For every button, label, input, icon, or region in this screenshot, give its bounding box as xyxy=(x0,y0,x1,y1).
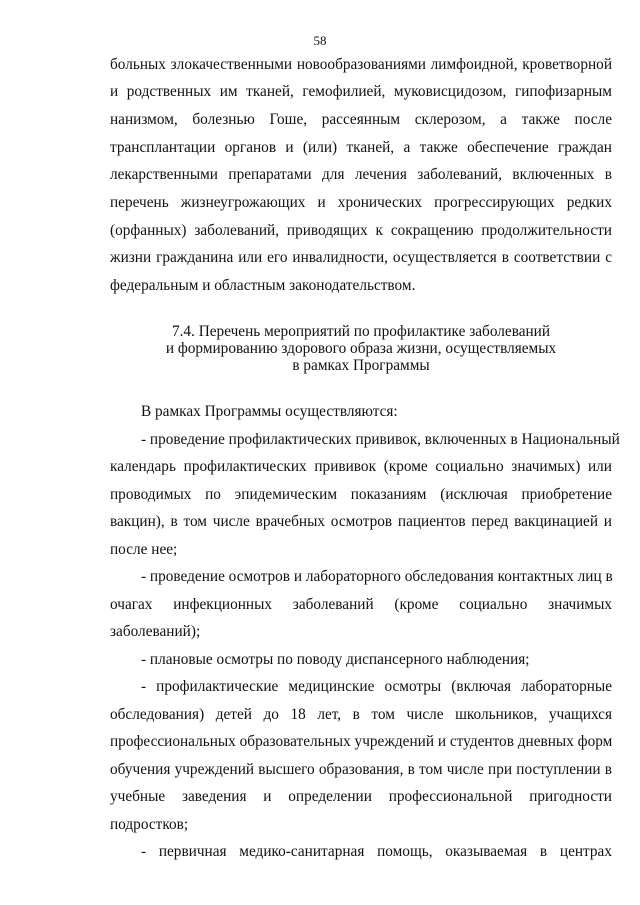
list-item-line: заболеваний); xyxy=(110,623,201,640)
body-line: и родственных им тканей, гемофилией, муковисцидозом, гипофизарным xyxy=(110,83,612,100)
list-item-line: после нее; xyxy=(110,541,178,558)
body-line: (орфанных) заболеваний, приводящих к сокращению продолжительности xyxy=(110,222,612,239)
list-item-line: учебные заведения и определении профессиональной пригодности xyxy=(110,788,612,805)
list-item-line: профессиональных образовательных учреждений и студентов дневных форм xyxy=(110,733,613,750)
list-item-line: - плановые осмотры по поводу диспансерного наблюдения; xyxy=(141,651,530,668)
section-heading-line: в рамках Программы xyxy=(292,357,430,374)
list-item-line: обследования) детей до 18 лет, в том числе школьников, учащихся xyxy=(110,706,612,723)
section-heading-line: и формированию здорового образа жизни, осуществляемых xyxy=(165,340,557,357)
list-item-line: обучения учреждений высшего образования, в том числе при поступлении в xyxy=(110,761,612,778)
intro-line: В рамках Программы осуществляются: xyxy=(141,403,398,420)
section-heading-line: 7.4. Перечень мероприятий по профилактике заболеваний xyxy=(171,323,551,340)
list-item-line: проводимых по эпидемическим показаниям (исключая приобретение xyxy=(110,486,612,503)
list-item-line: - проведение профилактических прививок, включенных в Национальный xyxy=(141,431,620,448)
list-item-line: - профилактические медицинские осмотры (включая лабораторные xyxy=(141,678,612,695)
list-item-line: очагах инфекционных заболеваний (кроме социально значимых xyxy=(110,596,612,613)
body-line: больных злокачественными новообразованиями лимфоидной, кроветворной xyxy=(110,56,612,73)
page-number: 58 xyxy=(313,33,327,48)
body-line: нанизмом, болезнью Гоше, рассеянным склерозом, а также после xyxy=(110,111,612,128)
body-line: лекарственными препаратами для лечения заболеваний, включенных в xyxy=(110,166,612,183)
body-line: федеральным и областным законодательством. xyxy=(110,277,416,294)
body-line: перечень жизнеугрожающих и хронических прогрессирующих редких xyxy=(110,194,612,211)
list-item-line: - первичная медико-санитарная помощь, оказываемая в центрах xyxy=(141,843,612,860)
list-item-line: подростков; xyxy=(110,816,189,833)
body-line: трансплантации органов и (или) тканей, а также обеспечение граждан xyxy=(110,139,612,156)
body-line: жизни гражданина или его инвалидности, осуществляется в соответствии с xyxy=(110,249,612,266)
list-item-line: календарь профилактических прививок (кроме социально значимых) или xyxy=(110,458,612,475)
list-item-line: - проведение осмотров и лабораторного обследования контактных лиц в xyxy=(141,568,613,585)
list-item-line: вакцин), в том числе врачебных осмотров пациентов перед вакцинацией и xyxy=(110,513,612,530)
